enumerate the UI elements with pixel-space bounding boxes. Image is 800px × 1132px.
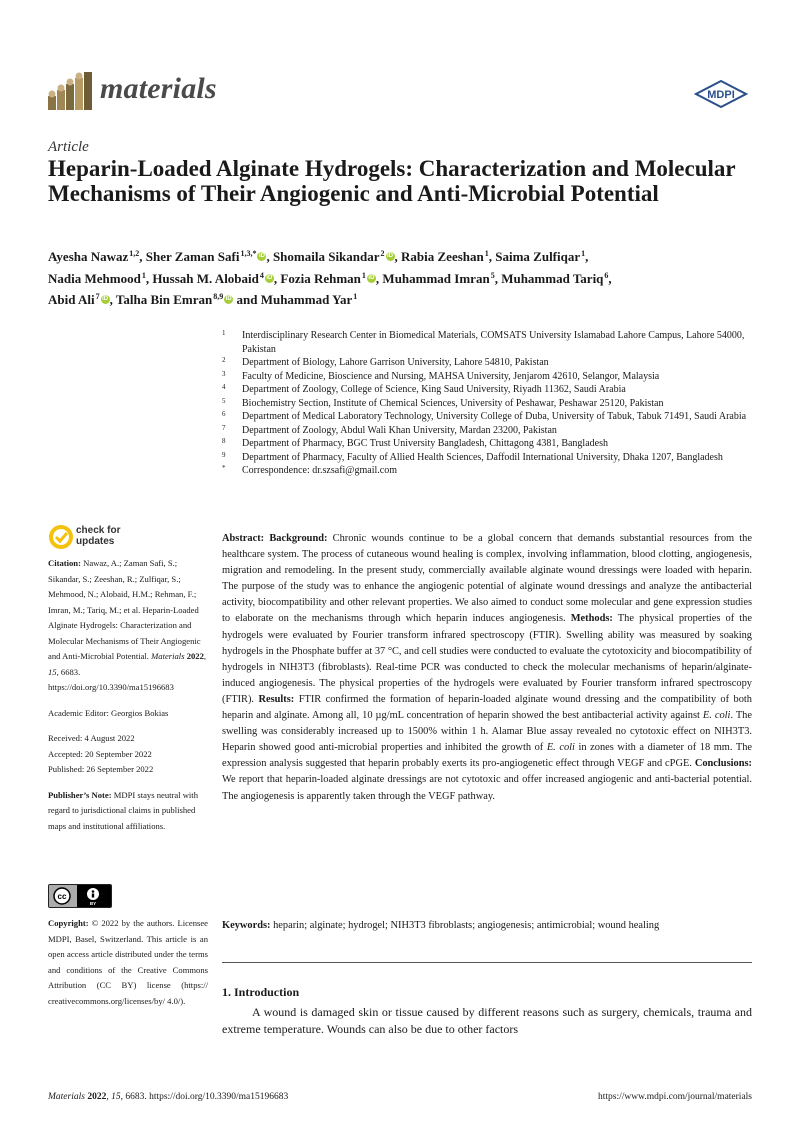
author-name: Shomaila Sikandar (272, 249, 380, 264)
author-affiliation-ref: 1 (484, 249, 489, 258)
affiliation-number: 5 (222, 396, 226, 405)
citation-text: Nawaz, A.; Zaman Safi, S.; Sikandar, S.; Zeeshan, R.; Zulfiqar, S.; Mehmood, N.; Alobaid, H.M.; Rehman, F.; Imran, M.; Tariq, M.; et al. Heparin-Loaded Alginate Hydrogels: Characterization and Molecular Mechanisms of Their Angiogenic and Anti-Microbial Potential. (48, 558, 201, 661)
author-affiliation-ref: 1 (141, 270, 146, 280)
publisher-note-text: MDPI stays neutral with regard to jurisdictional claims in published maps and institutional affiliations. (48, 789, 198, 831)
affiliation-item (222, 410, 757, 424)
keywords-text: heparin; alginate; hydrogel; NIH3T3 fibroblasts; angiogenesis; antimicrobial; wound healing (273, 920, 660, 931)
affiliation-item (222, 397, 757, 411)
orcid-icon[interactable]: iD (258, 253, 265, 259)
author-separator: , (608, 270, 612, 286)
author-separator: and (233, 292, 261, 307)
author-separator: , (145, 270, 153, 286)
author-name: Muhammad Yar (260, 292, 353, 307)
introduction-text: A wound is damaged skin or tissue caused by different reasons such as surgery, chemicals, trauma and extreme temperature. Wounds can also be due to other factors (222, 1005, 752, 1036)
affiliation-number: 2 (222, 356, 226, 364)
citation-doi[interactable]: , 6683. https://doi.org/10.3390/ma15196683 (48, 666, 174, 692)
affiliation-number: 9 (222, 450, 226, 459)
author-separator: , (394, 249, 402, 264)
affiliation-item (222, 437, 757, 451)
author-affiliation-ref: 1 (353, 292, 358, 301)
affiliation-item (222, 370, 757, 384)
publisher-note (48, 788, 208, 835)
keywords (222, 918, 752, 933)
methods-label: Methods: (570, 613, 613, 625)
author-affiliation-ref: 1 (361, 270, 366, 280)
conclusions-label: Conclusions: (694, 758, 752, 770)
author-name: Hussah M. Alobaid (152, 270, 259, 286)
affiliation-item (222, 329, 757, 356)
citation-sidebar (48, 556, 208, 834)
author-affiliation-ref: 1,3,* (240, 249, 257, 258)
author-name: Nadia Mehmood (48, 270, 141, 286)
orcid-icon[interactable]: iD (102, 296, 109, 302)
journal-name: materials (100, 72, 217, 105)
abstract (222, 531, 752, 805)
footer-journal-url[interactable]: https://www.mdpi.com/journal/materials (598, 1092, 752, 1102)
copyright-label: Copyright: (48, 918, 89, 928)
results-text-a: FTIR confirmed the formation of heparin-loaded alginate wound dressing and the compatibility of both heparin and alginate. Among all, 10 µg/mL concentration of heparin showed the best antibacterial activity against (222, 693, 752, 722)
affiliation-item (222, 424, 757, 438)
check-for-updates-label[interactable]: check for updates (76, 525, 121, 547)
affiliation-text: Department of Zoology, College of Science, King Saud University, Riyadh 11362, Saudi Arabia (242, 384, 626, 395)
author-name: Ayesha Nawaz (48, 249, 129, 264)
svg-text:cc: cc (57, 892, 67, 901)
conclusions-text: We report that heparin-loaded alginate dressings are not cytotoxic and offer increased angiogenic and anti-bacterial potential. The angiogenesis is apparently taken through the VEGF pathway. (222, 774, 752, 802)
author-separator: , (375, 270, 383, 286)
background-text: Chronic wounds continue to be a global concern that demands substantial resources from the healthcare system. The process of cutaneous wound healing is complex, involving inflammation, blood clotting, angiogenesis, migration and remodeling. In the present study, commercially available alginate wound dressings were loaded with heparin. The purpose of the study was to enhance the angiogenic potential of alginate wound dressings and analyze the antibacterial activity, biocompatibility and other relevant properties. We also aimed to conduct some molecular and gene expression studies to elaborate on the mechanisms through which heparin induces angiogenesis. (222, 533, 752, 625)
background-label: Background: (269, 533, 328, 544)
citation-volume: 15 (48, 666, 57, 677)
publisher-note-label: Publisher’s Note: (48, 789, 112, 800)
author-affiliation-ref: 4 (259, 270, 264, 280)
section-heading: 1. Introduction (222, 985, 300, 999)
accepted-date: Accepted: 20 September 2022 (48, 748, 152, 759)
keywords-label: Keywords: (222, 920, 271, 931)
affiliation-text: Faculty of Medicine, Bioscience and Nursing, MAHSA University, Jenjarom 42610, Selangor, Malaysia (242, 370, 660, 382)
orcid-icon[interactable]: iD (266, 274, 273, 281)
citation-year: 2022 (186, 651, 204, 661)
citation-block: Citation: Nawaz, A.; Zaman Safi, S.; Sikandar, S.; Zeeshan, R.; Zulfiqar, S.; Mehmood, N.; Alobaid, H.M.; Rehman, F.; Imran, M.; Tariq, M.; et al. Heparin-Loaded Alginate Hydrogels: Characterization and Molecular Mechanisms of Their Angiogenic and Anti-Microbial Potential. Materials 2022, 15, 6683. https://doi.org/10.3390/ma15196683 (48, 558, 207, 692)
affiliation-text: Department of Biology, Lahore Garrison University, Lahore 54810, Pakistan (242, 357, 549, 368)
cc-by-license-icon[interactable] (48, 884, 112, 908)
author-name: Saima Zulfiqar (495, 249, 581, 264)
affiliation-item (222, 356, 757, 370)
citation-journal: Materials (151, 651, 185, 661)
author-separator: , (488, 249, 496, 264)
author-name: Muhammad Tariq (501, 270, 604, 286)
received-date: Received: 4 August 2022 (48, 733, 135, 743)
affiliation-number: * (222, 464, 226, 472)
page-title: Heparin-Loaded Alginate Hydrogels: Characterization and Molecular Mechanisms of Their Angiogenic and Anti-Microbial Potential (48, 156, 736, 206)
author-name: Abid Ali (48, 292, 95, 307)
author-list (48, 245, 753, 310)
author-name: Muhammad Imran (382, 270, 490, 286)
author-separator: , (109, 292, 116, 307)
orcid-icon[interactable]: iD (225, 296, 232, 302)
orcid-icon[interactable]: iD (387, 253, 394, 259)
author-affiliation-ref: 6 (604, 270, 609, 280)
author-separator: , (139, 249, 146, 264)
author-affiliation-ref: 1 (581, 249, 586, 258)
methods-text: The physical properties of the hydrogels were evaluated by Fourier transform infrared spectroscopy (FTIR). Swelling ability was measured by soaking hydrogels in the Phosphate buffer at 37 °C, and cell studies were conducted to evaluate the cytotoxicity and biocompatibility of hydrogels in NIH3T3 (fibroblasts). Real-time PCR was conducted to check the molecular mechanisms of heparin/alginate-induced angiogenesis. The physical properties of the hydrogels were evaluated by Fourier transform infrared spectroscopy (FTIR). (222, 613, 752, 705)
journal-logo-icon (46, 68, 96, 112)
author-separator: , (585, 249, 589, 264)
affiliation-text: Department of Pharmacy, Faculty of Allied Health Sciences, Daffodil International University, Dhaka 1207, Bangladesh (242, 451, 723, 463)
affiliation-number: 1 (222, 329, 226, 337)
affiliation-number: 3 (222, 369, 226, 378)
author-name: Talha Bin Emran (115, 292, 213, 307)
author-name: Fozia Rehman (280, 270, 361, 286)
footer-doi[interactable]: , 6683. https://doi.org/10.3390/ma15196683 (120, 1092, 289, 1102)
citation-label: Citation: (48, 558, 81, 568)
author-name: Sher Zaman Safi (145, 249, 240, 264)
abstract-label: Abstract: (222, 533, 265, 544)
affiliation-item (222, 383, 757, 397)
affiliation-item (222, 464, 757, 478)
results-label: Results: (258, 693, 295, 705)
svg-text:BY: BY (89, 901, 97, 906)
affiliation-number: 8 (222, 437, 226, 445)
author-affiliation-ref: 1,2 (129, 249, 140, 258)
results-text-b: . The swelling was considerably increased up to 1500% within 1 h. Alamar Blue assay revealed no cytotoxic effect on NIH3T3. Heparin showed good anti-microbial properties and inhibited the growth of (222, 710, 752, 754)
species-name: E. coli (702, 710, 731, 722)
affiliation-text: Department of Pharmacy, BGC Trust University Bangladesh, Chittagong 4381, Bangladesh (242, 438, 608, 449)
affiliation-text: Department of Zoology, Abdul Wali Khan University, Mardan 23200, Pakistan (242, 424, 557, 436)
author-name: Rabia Zeeshan (401, 249, 484, 264)
orcid-icon[interactable]: iD (368, 274, 375, 281)
section-divider (222, 962, 752, 963)
affiliation-text: Interdisciplinary Research Center in Biomedical Materials, COMSATS University Islamabad Lahore Campus, Lahore 54000, Pakistan (242, 330, 745, 355)
affiliation-text: Correspondence: dr.szsafi@gmail.com (242, 465, 397, 476)
footer-year: 2022 (87, 1092, 107, 1102)
affiliations (222, 329, 757, 478)
author-affiliation-ref: 8,9 (213, 292, 224, 301)
mdpi-logo-icon (694, 80, 748, 108)
introduction-paragraph (222, 1004, 752, 1038)
affiliation-text: Biochemistry Section, Institute of Chemical Sciences, University of Peshawar, Peshawar 25120, Pakistan (242, 397, 664, 409)
footer-journal: Materials (48, 1092, 85, 1102)
affiliation-item (222, 451, 757, 465)
article-type: Article (48, 139, 89, 155)
author-affiliation-ref: 7 (95, 292, 100, 301)
published-date: Published: 26 September 2022 (48, 764, 154, 774)
author-affiliation-ref: 5 (490, 270, 495, 280)
footer-volume: 15 (111, 1092, 121, 1102)
academic-editor: Academic Editor: Georgios Bokias (48, 707, 169, 718)
species-name: E. coli (546, 742, 575, 754)
copyright-notice (48, 916, 208, 1009)
author-separator: , (494, 270, 502, 286)
results-text-c: in zones with a diameter of 18 mm. The expression analysis suggested that heparin probably exerts its pro-angiogenetic effect through VEGF and cPGE. (222, 742, 753, 770)
affiliation-number: 7 (222, 423, 226, 432)
author-affiliation-ref: 2 (380, 249, 385, 258)
check-for-updates-icon[interactable] (48, 524, 74, 550)
affiliation-number: 4 (222, 383, 226, 391)
copyright-text: © 2022 by the authors. Licensee MDPI, Basel, Switzerland. This article is an open access article distributed under the terms and conditions of the Creative Commons Attribution (CC BY) license (https:// creativecommons.org/licenses/by/ 4.0/). (48, 918, 208, 1006)
affiliation-number: 6 (222, 410, 226, 418)
author-separator: , (273, 270, 281, 286)
mdpi-logo-text: MDPI (707, 89, 735, 101)
footer-citation: Materials 2022, 15, 6683. https://doi.org/10.3390/ma15196683 (48, 1092, 289, 1102)
affiliation-text: Department of Medical Laboratory Technology, University College of Duba, University of Tabuk, Tabuk 71491, Saudi Arabia (242, 411, 747, 422)
author-separator: , (266, 249, 273, 264)
